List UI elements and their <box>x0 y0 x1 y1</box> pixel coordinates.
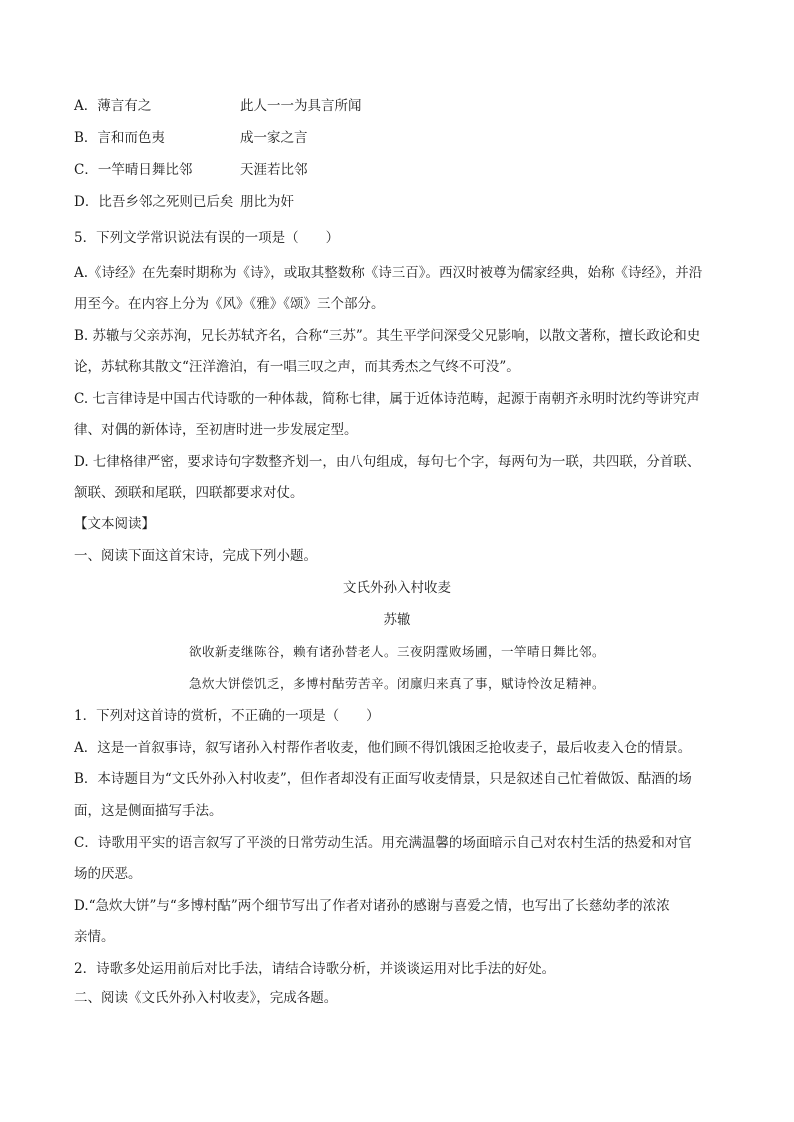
q1-stem: 1．下列对这首诗的赏析，不正确的一项是（ ） <box>74 708 380 724</box>
q5-option-c-line1: C. 七言律诗是中国古代诗歌的一种体裁，简称七律，属于近体诗范畴，起源于南朝齐永明时沈约等讲究声 <box>74 391 700 407</box>
option-a-right: 此人一一为具言所闻 <box>240 98 362 114</box>
option-c-right: 天涯若比邻 <box>240 162 308 178</box>
q1-option-c-line2: 场的厌恶。 <box>74 866 142 882</box>
option-c-left: C．一竿晴日舞比邻 <box>74 162 193 178</box>
section-heading: 【文本阅读】 <box>74 516 155 532</box>
part1-heading: 一、阅读下面这首宋诗，完成下列小题。 <box>74 548 317 564</box>
poem-line-2: 急炊大饼偿饥乏，多博村酤劳苦辛。闭廪归来真了事，赋诗怜汝足精神。 <box>188 676 605 691</box>
q5-option-b-line1: B. 苏辙与父亲苏洵，兄长苏轼齐名，合称“三苏”。其生平学问深受父兄影响，以散文著称，擅长政论和史 <box>74 328 701 344</box>
q1-option-d-line2: 亲情。 <box>74 929 115 945</box>
option-d-left: D．比吾乡邻之死则已后矣 <box>74 194 234 210</box>
q5-option-d-line2: 颔联、颈联和尾联，四联都要求对仗。 <box>74 485 304 501</box>
q5-option-a-line2: 用至今。在内容上分为《风》《雅》《颂》三个部分。 <box>74 296 385 312</box>
poem-author: 苏辙 <box>383 612 411 628</box>
q1-option-d-line1: D.“急炊大饼”与“多博村酤”两个细节写出了作者对诸孙的感谢与喜爱之情，也写出了长慈幼孝的浓浓 <box>74 898 670 914</box>
part2-heading: 二、阅读《文氏外孙入村收麦》，完成各题。 <box>74 990 338 1006</box>
poem-title: 文氏外孙入村收麦 <box>343 580 451 596</box>
q2-stem: 2．诗歌多处运用前后对比手法，请结合诗歌分析，并谈谈运用对比手法的好处。 <box>74 961 556 977</box>
q5-stem: 5．下列文学常识说法有误的一项是（ ） <box>74 230 340 246</box>
q1-option-a-line1: A．这是一首叙事诗，叙写诸孙入村帮作者收麦，他们顾不得饥饿困乏抢收麦子，最后收麦入仓的情景。 <box>74 740 692 756</box>
option-b-right: 成一家之言 <box>240 130 308 146</box>
q5-option-d-line1: D. 七律格律严密，要求诗句字数整齐划一，由八句组成，每句七个字，每两句为一联，共四联，分首联、 <box>74 454 701 470</box>
q1-option-c-line1: C．诗歌用平实的语言叙写了平淡的日常劳动生活。用充满温馨的场面暗示自己对农村生活的热爱和对官 <box>74 835 692 851</box>
q5-option-a-line1: A.《诗经》在先秦时期称为《诗》，或取其整数称《诗三百》。西汉时被尊为儒家经典，始称《诗经》，并沿 <box>74 265 703 281</box>
option-b-left: B．言和而色夷 <box>74 130 165 146</box>
q1-option-b-line2: 面，这是侧面描写手法。 <box>74 803 223 819</box>
q5-option-b-line2: 论，苏轼称其散文“汪洋澹泊，有一唱三叹之声，而其秀杰之气终不可没”。 <box>74 359 520 375</box>
option-d-right: 朋比为奸 <box>240 194 294 210</box>
q5-option-c-line2: 律、对偶的新体诗，至初唐时进一步发展定型。 <box>74 422 358 438</box>
poem-line-1: 欲收新麦继陈谷，赖有诸孙替老人。三夜阴霪败场圃，一竿晴日舞比邻。 <box>188 644 605 659</box>
q1-option-b-line1: B．本诗题目为“文氏外孙入村收麦”，但作者却没有正面写收麦情景，只是叙述自己忙着做饭、酤酒的场 <box>74 771 692 787</box>
option-a-left: A．薄言有之 <box>74 98 152 114</box>
